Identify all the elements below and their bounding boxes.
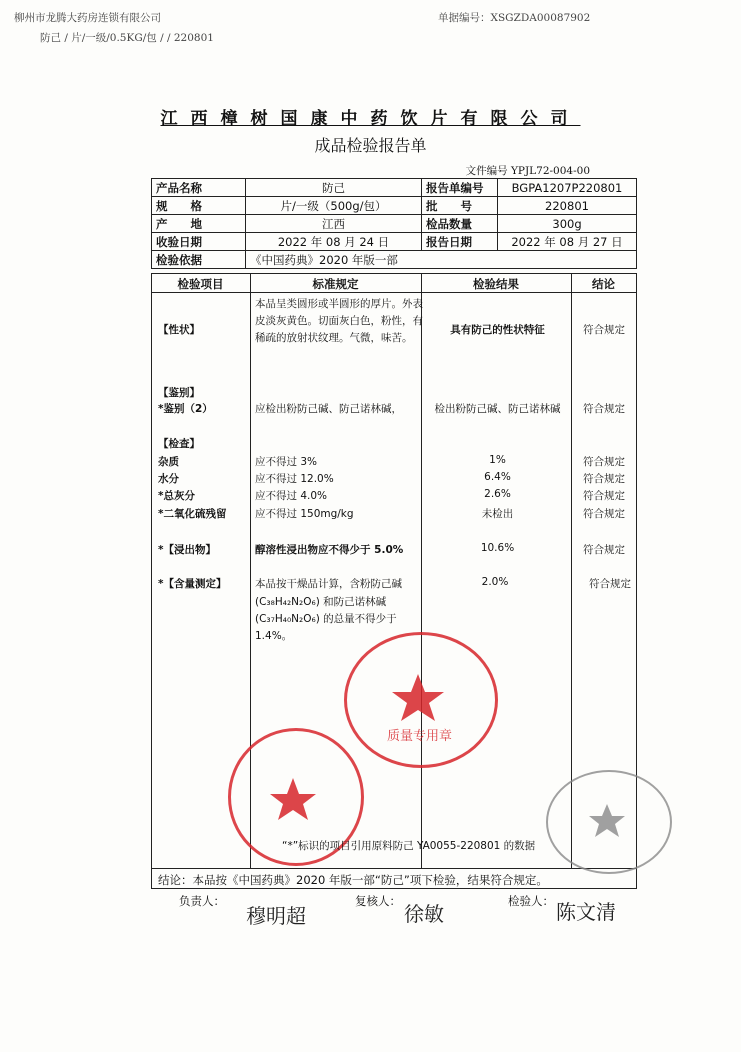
- inspector-label: 检验人：: [508, 894, 554, 908]
- check-standard: 应不得过 12.0%: [255, 473, 334, 485]
- assay-standard-line: 本品按干燥品计算，含粉防己碱: [255, 578, 402, 590]
- spec: 片/一级（500g/包）: [246, 197, 422, 215]
- meta-row: [152, 179, 637, 197]
- inspector-signature: 陈文清: [556, 900, 616, 924]
- extract-standard: 醇溶性浸出物应不得少于 5.0%: [255, 544, 404, 556]
- document-number: 单据编号：XSGZDA00087902: [438, 12, 591, 24]
- check-heading: 【检查】: [158, 438, 200, 450]
- assay-standard-line: 1.4%。: [255, 630, 293, 642]
- file-number: 文件编号 YPJL72-004-00: [465, 165, 590, 177]
- extract-result: 10.6%: [480, 542, 515, 554]
- basis: 《中国药典》2020 年版一部: [246, 251, 637, 269]
- character-standard: 本品呈类圆形或半圆形的厚片。外表皮淡灰黄色。切面灰白色，粉性，有稀疏的放射状纹理。气微，味苦。: [255, 298, 423, 344]
- meta-table: [151, 178, 637, 269]
- extract-label: *【浸出物】: [158, 544, 216, 556]
- check-label: *二氧化硫残留: [158, 508, 227, 520]
- extract-conclusion: 符合规定: [583, 544, 625, 556]
- identify-standard: 应检出粉防己碱、防己诺林碱，: [255, 403, 402, 415]
- check-label: 水分: [158, 473, 179, 485]
- final-conclusion: 结论：本品按《中国药典》2020 年版一部“防己”项下检验，结果符合规定。: [158, 873, 548, 887]
- identify-conclusion: 符合规定: [583, 403, 625, 415]
- seal-star-icon: [546, 770, 668, 870]
- company-seal: [344, 632, 498, 768]
- issuer: 柳州市龙腾大药房连锁有限公司: [14, 12, 161, 24]
- character-conclusion: 符合规定: [583, 324, 625, 336]
- receive-date-label: 收验日期: [152, 233, 246, 251]
- column-divider: [421, 273, 422, 868]
- check-standard: 应不得过 150mg/kg: [255, 508, 354, 520]
- seal-text: 质量专用章: [387, 729, 453, 744]
- meta-row: [152, 233, 637, 251]
- check-label: 杂质: [158, 456, 179, 468]
- meta-row: [152, 197, 637, 215]
- assay-conclusion: 符合规定: [589, 578, 631, 590]
- report-date-label: 报告日期: [422, 233, 498, 251]
- origin-label: 产 地: [152, 215, 246, 233]
- check-conclusion: 符合规定: [583, 490, 625, 502]
- column-standard: 标准规定: [312, 277, 359, 291]
- header-divider: [151, 292, 637, 293]
- check-standard: 应不得过 3%: [255, 456, 317, 468]
- quantity-label: 检品数量: [422, 215, 498, 233]
- product-name: 防己: [246, 179, 422, 197]
- identify-heading: 【鉴别】: [158, 387, 200, 399]
- check-result: 未检出: [481, 508, 514, 520]
- product-name-label: 产品名称: [152, 179, 246, 197]
- check-standard: 应不得过 4.0%: [255, 490, 328, 502]
- reference-note: “*”标识的项目引用原料防己 YA0055-220801 的数据: [282, 840, 536, 852]
- product-line: 防己 / 片/一级/0.5KG/包 / / 220801: [40, 32, 214, 44]
- company-title: 江西樟树国康中药饮片有限公司: [160, 109, 581, 129]
- gray-seal: [546, 770, 672, 874]
- assay-label: *【含量测定】: [158, 578, 227, 590]
- reviewer-signature: 徐敏: [404, 902, 444, 926]
- responsible-signature: 穆明超: [246, 904, 306, 928]
- identify-label: *鉴别（2）: [158, 403, 213, 415]
- report-number-label: 报告单编号: [422, 179, 498, 197]
- reviewer-label: 复核人：: [355, 894, 401, 908]
- check-result: 2.6%: [484, 488, 511, 500]
- column-item: 检验项目: [177, 277, 224, 291]
- check-conclusion: 符合规定: [583, 508, 625, 520]
- spec-label: 规 格: [152, 197, 246, 215]
- batch-label: 批 号: [422, 197, 498, 215]
- responsible-label: 负责人：: [179, 894, 225, 908]
- assay-standard-line: (C₃₇H₄₀N₂O₆) 的总量不得少于: [255, 613, 397, 625]
- check-label: *总灰分: [158, 490, 195, 502]
- origin: 江西: [246, 215, 422, 233]
- column-result: 检验结果: [473, 277, 519, 291]
- identify-result: 检出粉防己碱、防己诺林碱: [434, 403, 561, 415]
- character-result: 具有防己的性状特征: [450, 324, 545, 336]
- basis-label: 检验依据: [152, 251, 246, 269]
- assay-result: 2.0%: [481, 576, 509, 588]
- check-conclusion: 符合规定: [583, 456, 625, 468]
- report-number: BGPA1207P220801: [498, 179, 637, 197]
- character-label: 【性状】: [158, 324, 200, 336]
- receive-date: 2022 年 08 月 24 日: [246, 233, 422, 251]
- report-date: 2022 年 08 月 27 日: [498, 233, 637, 251]
- batch: 220801: [498, 197, 637, 215]
- check-conclusion: 符合规定: [583, 473, 625, 485]
- meta-row: [152, 215, 637, 233]
- quantity: 300g: [498, 215, 637, 233]
- report-title: 成品检验报告单: [314, 136, 427, 155]
- meta-row: [152, 251, 637, 269]
- column-conclusion: 结论: [592, 277, 615, 291]
- assay-standard-line: (C₃₈H₄₂N₂O₆) 和防己诺林碱: [255, 596, 387, 608]
- check-result: 6.4%: [484, 471, 511, 483]
- check-result: 1%: [489, 454, 506, 466]
